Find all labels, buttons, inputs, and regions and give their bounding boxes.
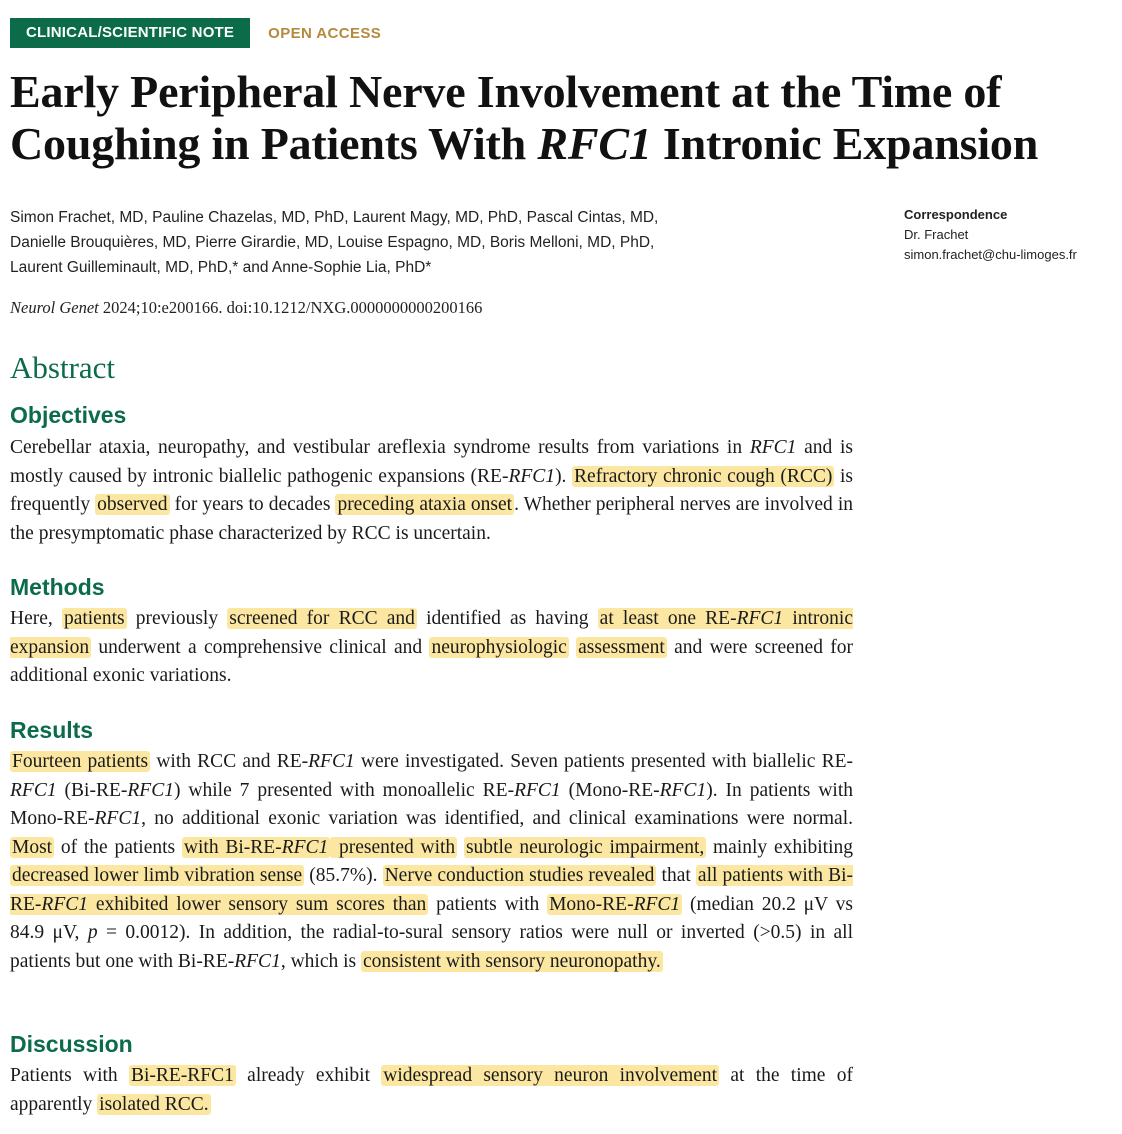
highlight: Nerve conduction studies revealed <box>384 865 655 886</box>
highlight <box>547 894 682 915</box>
highlight: observed <box>97 494 168 515</box>
gene-italic: RFC1 <box>281 836 329 858</box>
objectives-paragraph <box>10 434 853 548</box>
results-paragraph <box>10 748 853 976</box>
gene-italic: RFC1 <box>308 751 355 772</box>
gene-italic: RFC1 <box>41 893 89 915</box>
text: (Mono-RE- <box>560 779 660 801</box>
text: with Bi-RE- <box>183 836 282 858</box>
text: of the patients <box>54 836 182 858</box>
highlight: Most <box>12 836 53 858</box>
author-line: Danielle Brouquières, MD, Pierre Girardie, MD, Louise Espagno, MD, Boris Melloni, MD, PhD, <box>10 234 655 251</box>
highlight: patients <box>63 608 125 629</box>
text: were investigated. Seven patients presented with biallelic RE- <box>354 751 854 772</box>
abstract-heading: Abstract <box>10 350 116 385</box>
p-value-italic: p <box>87 922 98 943</box>
text: intronic expansion <box>10 608 853 658</box>
text: all patients with Bi-RE- <box>10 865 854 915</box>
author-line: Laurent Guilleminault, MD, PhD,* and Anne-Sophie Lia, PhD* <box>10 259 432 276</box>
text: identified as having <box>416 608 598 629</box>
text: already exhibit <box>235 1065 382 1086</box>
citation-line <box>10 296 830 320</box>
title-gene: RFC1 <box>537 118 652 169</box>
text: , no additional exonic variation was identified, and clinical examinations were normal. <box>141 808 853 829</box>
highlight: subtle neurologic impairment, <box>465 836 705 858</box>
author-list <box>10 205 830 280</box>
text: and is mostly caused by intronic biallelic pathogenic expansions (RE- <box>10 437 853 487</box>
text: underwent a comprehensive clinical and <box>91 636 430 658</box>
highlight: widespread sensory neuron involvement <box>383 1065 718 1086</box>
highlight: Bi-RE-RFC1 <box>130 1065 234 1086</box>
highlight: neurophysiologic <box>431 636 567 658</box>
text: (Bi-RE- <box>56 779 128 801</box>
gene-italic: RFC1 <box>94 808 142 829</box>
gene-italic: RFC1 <box>127 779 174 801</box>
text: exhibited lower sensory sum scores than <box>88 893 427 915</box>
correspondence-email[interactable]: simon.frachet@chu-limoges.fr <box>904 247 1077 262</box>
text: Here, <box>10 608 62 629</box>
author-line: Simon Frachet, MD, Pauline Chazelas, MD, PhD, Laurent Magy, MD, PhD, Pascal Cintas, MD, <box>10 209 659 226</box>
gene-italic: RFC1 <box>749 437 797 458</box>
text: ). In patients with Mono-RE- <box>10 779 853 829</box>
objectives-heading: Objectives <box>10 402 127 428</box>
text: . Whether peripheral nerves are involved in the presymptomatic phase characterized by RCC is uncertain. <box>10 494 853 544</box>
text: at the time of apparently <box>10 1065 853 1115</box>
article-type-badge: CLINICAL/SCIENTIFIC NOTE <box>10 18 250 48</box>
highlight: screened for RCC and <box>229 608 415 629</box>
journal-name: Neurol Genet <box>10 298 99 317</box>
text: (85.7%). <box>304 865 383 886</box>
discussion-heading: Discussion <box>10 1031 133 1057</box>
article-title <box>10 66 1115 170</box>
discussion-paragraph <box>10 1062 853 1119</box>
gene-italic: RFC1 <box>10 779 57 801</box>
gene-italic: RFC1 <box>514 779 561 801</box>
correspondence-name: Dr. Frachet <box>904 227 969 242</box>
title-text-1: Early Peripheral Nerve Involvement at the Time of Coughing in Patients With <box>10 66 1002 169</box>
methods-heading: Methods <box>10 574 105 600</box>
article-type-bar <box>10 18 381 48</box>
text: patients with <box>428 893 548 915</box>
highlight: consistent with sensory neuronopathy. <box>363 950 661 972</box>
text: (median 20.2 μV vs 84.9 μV, <box>10 893 853 943</box>
text: previously <box>126 608 228 629</box>
text: and were screened for additional exonic variations. <box>10 636 854 686</box>
gene-italic: RFC1 <box>508 465 556 487</box>
highlight: Refractory chronic cough (RCC) <box>574 465 833 487</box>
text <box>457 837 464 858</box>
text: is frequently <box>10 465 853 515</box>
highlight: assessment <box>578 636 665 658</box>
gene-italic: RFC1 <box>633 893 681 915</box>
gene-italic: RFC1 <box>736 608 784 629</box>
text: Mono-RE- <box>549 893 634 915</box>
text: = 0.0012). In addition, the radial-to-sural sensory ratios were null or inverted (>0.5) in all patients but one with Bi-RE- <box>10 922 853 972</box>
open-access-label: OPEN ACCESS <box>268 24 382 42</box>
text: mainly exhibiting <box>706 836 854 858</box>
highlight: preceding ataxia onset <box>337 494 513 515</box>
text: that <box>656 865 696 886</box>
citation-details: 2024;10:e200166. doi:10.1212/NXG.0000000000200166 <box>98 298 483 317</box>
text: at least one RE- <box>599 608 737 629</box>
title-text-2: Intronic Expansion <box>651 118 1039 169</box>
highlight: Fourteen patients <box>12 751 149 772</box>
results-heading: Results <box>10 717 94 743</box>
gene-italic: RFC1 <box>659 779 707 801</box>
text: Cerebellar ataxia, neuropathy, and vestibular areflexia syndrome results from variations in <box>10 437 750 458</box>
text: , which is <box>280 950 361 972</box>
highlight: presented with <box>332 836 456 858</box>
highlight: decreased lower limb vibration sense <box>12 865 303 886</box>
text: ) while 7 presented with monoallelic RE- <box>173 779 515 801</box>
correspondence-block <box>904 205 1114 265</box>
highlight <box>182 837 330 858</box>
text: ). <box>555 465 573 487</box>
text: Patients with <box>10 1065 129 1086</box>
text: with RCC and RE- <box>150 751 309 772</box>
text: for years to decades <box>169 494 336 515</box>
correspondence-heading: Correspondence <box>904 207 1008 222</box>
highlight: isolated RCC. <box>99 1093 209 1115</box>
gene-italic: RFC1 <box>234 950 281 972</box>
methods-paragraph <box>10 605 853 691</box>
